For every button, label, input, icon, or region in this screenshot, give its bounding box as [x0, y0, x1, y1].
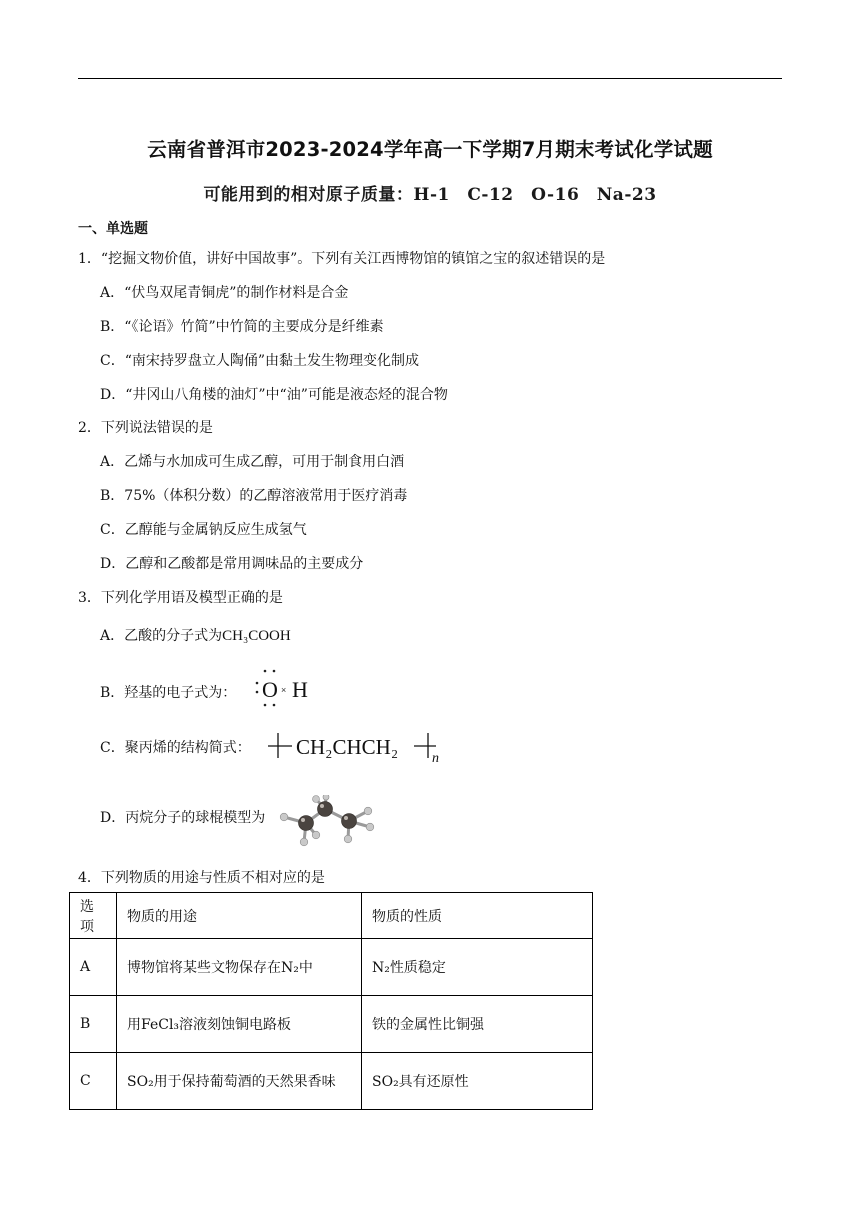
question-2-stem: 2．下列说法错误的是 — [78, 420, 213, 436]
question-1-stem: 1．“挖掘文物价值，讲好中国故事”。下列有关江西博物馆的镇馆之宝的叙述错误的是 — [78, 251, 606, 267]
atomic-masses: 可能用到的相对原子质量：H-1 C-12 O-16 Na-23 — [203, 185, 657, 205]
table-cell: SO₂具有还原性 — [362, 1053, 593, 1110]
repeat-unit-text: CH₂CHCH₂ — [296, 735, 399, 759]
electron-dot-diagram — [254, 666, 324, 710]
table-row — [70, 939, 593, 996]
polymer-bracket-diagram — [264, 728, 454, 766]
question-3-option-b: B．羟基的电子式为： — [100, 685, 237, 701]
question-3-stem: 3．下列化学用语及模型正确的是 — [78, 590, 283, 606]
svg-text:×: × — [281, 685, 287, 695]
page-title: 云南省普洱市2023-2024学年高一下学期7月期末考试化学试题 — [147, 138, 713, 161]
polypropylene-formula — [264, 728, 454, 766]
question-2-option-b: B．75%（体积分数）的乙醇溶液常用于医疗消毒 — [100, 488, 408, 504]
section-heading: 一、单选题 — [78, 221, 148, 237]
table-header-cell: 选项 — [70, 893, 117, 939]
table-row — [70, 996, 593, 1053]
property-table — [69, 892, 593, 1110]
hydrogen-symbol: H — [292, 677, 308, 702]
table-cell: A — [70, 939, 117, 996]
question-3-option-c: C．聚丙烯的结构简式： — [100, 740, 251, 756]
question-3-option-d: D．丙烷分子的球棍模型为 — [100, 810, 266, 826]
question-1-option-a: A．“伏鸟双尾青铜虎”的制作材料是合金 — [100, 285, 349, 301]
question-1-option-d: D．“井冈山八角楼的油灯”中“油”可能是液态烃的混合物 — [100, 387, 448, 403]
table-header-cell: 物质的用途 — [117, 893, 362, 939]
question-2-option-d: D．乙醇和乙酸都是常用调味品的主要成分 — [100, 556, 364, 572]
question-1-option-b: B．“《论语》竹简”中竹简的主要成分是纤维素 — [100, 319, 384, 335]
table-cell: N₂性质稳定 — [362, 939, 593, 996]
hydroxyl-electron-formula — [254, 666, 324, 710]
question-2-option-a: A．乙烯与水加成可生成乙醇，可用于制食用白酒 — [100, 454, 405, 470]
oxygen-symbol: O — [262, 677, 278, 702]
ball-stick-image — [276, 795, 380, 847]
question-2-option-c: C．乙醇能与金属钠反应生成氢气 — [100, 522, 307, 538]
table-cell: B — [70, 996, 117, 1053]
table-cell: C — [70, 1053, 117, 1110]
question-4-stem: 4．下列物质的用途与性质不相对应的是 — [78, 870, 325, 886]
question-3-option-a — [100, 625, 291, 645]
table-cell: SO₂用于保持葡萄酒的天然果香味 — [117, 1053, 362, 1110]
header-rule — [78, 78, 782, 79]
option-a-label: A．乙酸的分子式为 — [100, 628, 223, 644]
table-cell: 用FeCl₃溶液刻蚀铜电路板 — [117, 996, 362, 1053]
degree-of-polymerization: n — [432, 751, 439, 766]
table-row — [70, 1053, 593, 1110]
question-1-option-c: C．“南宋持罗盘立人陶俑”由黏土发生物理变化制成 — [100, 353, 420, 369]
table-cell: 博物馆将某些文物保存在N₂中 — [117, 939, 362, 996]
table-header-row — [70, 893, 593, 939]
table-header-cell: 物质的性质 — [362, 893, 593, 939]
acetic-acid-formula: CH₃COOH — [222, 628, 291, 644]
table-cell: 铁的金属性比铜强 — [362, 996, 593, 1053]
propane-ball-stick-model — [276, 795, 380, 847]
